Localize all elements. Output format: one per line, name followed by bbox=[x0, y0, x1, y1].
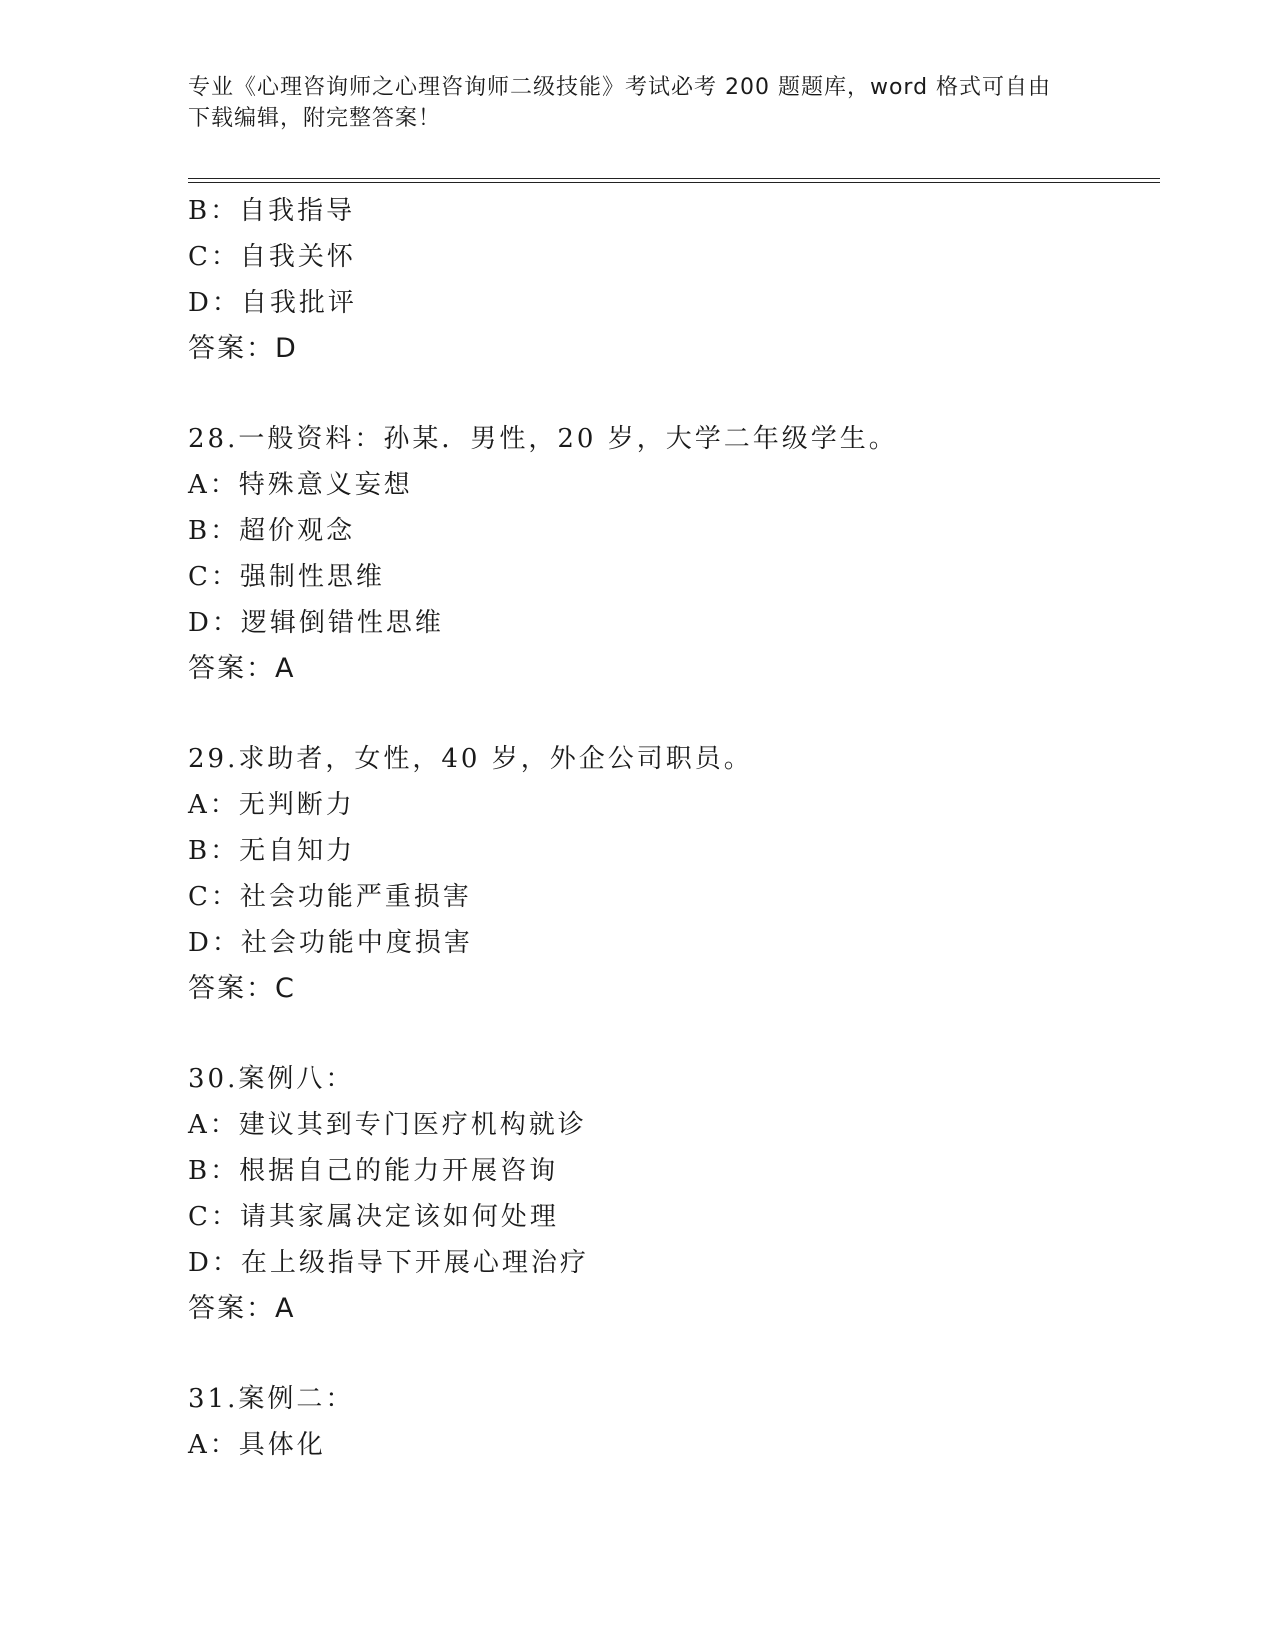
option-c: C：自我关怀 bbox=[188, 242, 356, 272]
header-divider bbox=[188, 178, 1160, 183]
question-block-31 bbox=[188, 1376, 1148, 1468]
answer-line: 答案：D bbox=[188, 333, 298, 364]
option-c: C：请其家属决定该如何处理 bbox=[188, 1202, 559, 1232]
question-list bbox=[188, 188, 1148, 1468]
option-b: B：无自知力 bbox=[188, 836, 356, 866]
option-b: B：自我指导 bbox=[188, 196, 356, 226]
question-stem: 30.案例八： bbox=[188, 1064, 355, 1094]
option-b: B：根据自己的能力开展咨询 bbox=[188, 1156, 559, 1186]
option-d: D：自我批评 bbox=[188, 288, 357, 318]
question-stem: 29.求助者，女性，40 岁，外企公司职员。 bbox=[188, 744, 753, 774]
question-block-27-partial bbox=[188, 188, 1148, 372]
question-block-28 bbox=[188, 416, 1148, 692]
question-block-29 bbox=[188, 736, 1148, 1012]
answer-line: 答案：C bbox=[188, 973, 296, 1004]
option-d: D：社会功能中度损害 bbox=[188, 928, 473, 958]
option-d: D：在上级指导下开展心理治疗 bbox=[188, 1248, 589, 1278]
answer-line: 答案：A bbox=[188, 1293, 296, 1324]
option-a: A：无判断力 bbox=[188, 790, 355, 820]
document-header-title: 专业《心理咨询师之心理咨询师二级技能》考试必考 200 题题库，word 格式可自由下载编辑，附完整答案！ bbox=[188, 75, 1052, 131]
option-a: A：特殊意义妄想 bbox=[188, 470, 413, 500]
option-d: D：逻辑倒错性思维 bbox=[188, 608, 444, 638]
question-stem: 31.案例二： bbox=[188, 1384, 355, 1414]
option-a: A：建议其到专门医疗机构就诊 bbox=[188, 1110, 587, 1140]
option-b: B：超价观念 bbox=[188, 516, 356, 546]
answer-line: 答案：A bbox=[188, 653, 296, 684]
option-a: A：具体化 bbox=[188, 1430, 326, 1460]
option-c: C：强制性思维 bbox=[188, 562, 385, 592]
question-block-30 bbox=[188, 1056, 1148, 1332]
option-c: C：社会功能严重损害 bbox=[188, 882, 472, 912]
question-stem: 28.一般资料：孙某．男性，20 岁，大学二年级学生。 bbox=[188, 424, 898, 454]
